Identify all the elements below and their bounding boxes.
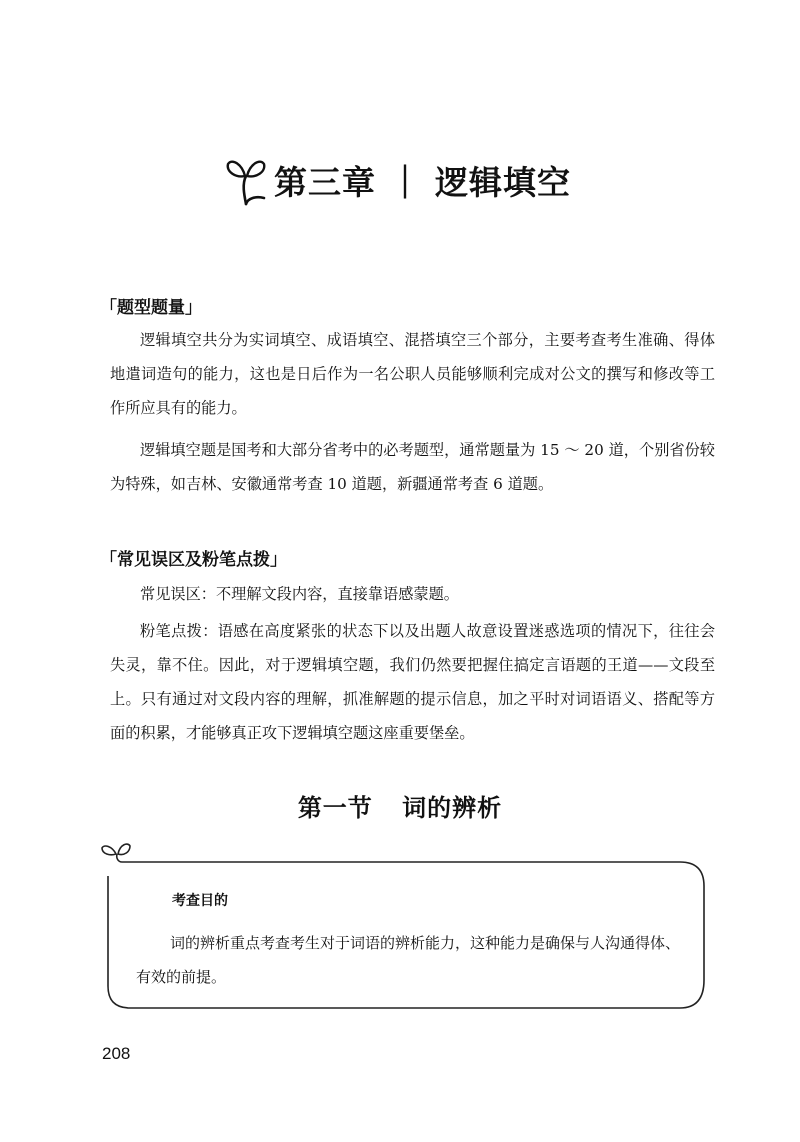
sprout-icon	[222, 154, 268, 206]
chapter-title: 第三章 ｜ 逻辑填空	[274, 162, 571, 202]
objective-text: 词的辨析重点考查考生对于词语的辨析能力，这种能力是确保与人沟通得体、有效的前提。	[136, 934, 681, 986]
small-sprout-icon	[102, 844, 130, 862]
chapter-heading	[222, 145, 571, 215]
misconceptions-heading: 「常见误区及粉笔点拨」	[100, 550, 287, 570]
tips-paragraph: 粉笔点拨：语感在高度紧张的状态下以及出题人故意设置迷惑选项的情况下，往往会失灵，靠不住。因此，对于逻辑填空题，我们仍然要把握住搞定言语题的王道——文段至上。只有通过对文段内容的理解，抓准解题的提示信息，加之平时对词语语义、搭配等方面的积累，才能够真正攻下逻辑填空题这座重要堡垒。	[110, 622, 715, 742]
question-type-heading: 「题型题量」	[100, 298, 202, 318]
question-type-paragraph-2: 逻辑填空题是国考和大部分省考中的必考题型，通常题量为 15 ～ 20 道，个别省份较为特殊，如吉林、安徽通常考查 10 道题，新疆通常考查 6 道题。	[110, 441, 715, 493]
page-number: 208	[102, 1044, 131, 1063]
section-title: 第一节 词的辨析	[297, 794, 503, 822]
question-type-paragraph-1: 逻辑填空共分为实词填空、成语填空、混搭填空三个部分，主要考查考生准确、得体地遣词造句的能力，这也是日后作为一名公职人员能够顺利完成对公文的撰写和修改等工作所应具有的能力。	[110, 331, 715, 417]
misconception-paragraph: 常见误区：不理解文段内容，直接靠语感蒙题。	[140, 585, 459, 603]
objective-label: 考查目的	[172, 893, 228, 909]
